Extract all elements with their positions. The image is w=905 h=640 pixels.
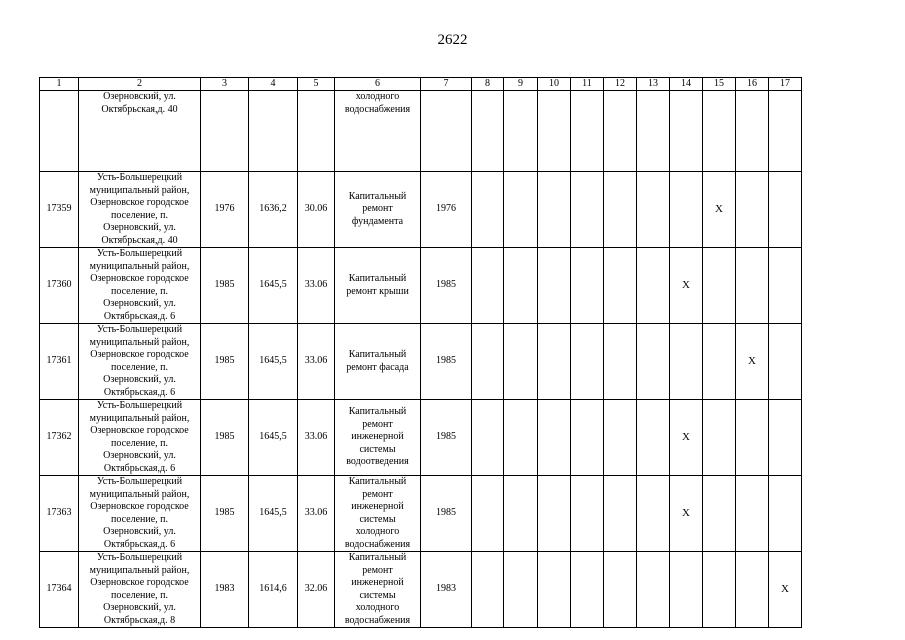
row-id-cell: 17360 — [40, 248, 79, 324]
work-cell: Капитальный ремонт инженерной системы холодного водоснабжения — [335, 476, 421, 552]
area-cell: 1645,5 — [249, 400, 298, 476]
mark-cell — [736, 552, 769, 628]
mark-cell — [670, 91, 703, 172]
mark-cell — [604, 400, 637, 476]
work-cell: Капитальный ремонт инженерной системы холодного водоснабжения — [335, 552, 421, 628]
mark-cell — [538, 324, 571, 400]
mark-cell — [769, 91, 802, 172]
column-number: 15 — [703, 78, 736, 91]
mark-cell — [504, 324, 538, 400]
mark-cell — [571, 172, 604, 248]
mark-cell — [769, 172, 802, 248]
mark-cell — [538, 91, 571, 172]
column-number: 12 — [604, 78, 637, 91]
mark-cell — [571, 91, 604, 172]
mark-cell — [637, 476, 670, 552]
mark-cell — [703, 91, 736, 172]
rate-cell: 33.06 — [298, 248, 335, 324]
year-cell — [201, 91, 249, 172]
mark-cell — [472, 324, 504, 400]
row-id-cell: 17359 — [40, 172, 79, 248]
row-id-cell — [40, 91, 79, 172]
work-cell: Капитальный ремонт инженерной системы водоотведения — [335, 400, 421, 476]
column-number: 9 — [504, 78, 538, 91]
mark-cell — [571, 400, 604, 476]
table-row — [40, 400, 802, 476]
year-cell: 1985 — [201, 476, 249, 552]
row-id-cell: 17363 — [40, 476, 79, 552]
mark-cell — [637, 324, 670, 400]
area-cell: 1636,2 — [249, 172, 298, 248]
work-cell: Капитальный ремонт фундамента — [335, 172, 421, 248]
plan-year-cell: 1983 — [421, 552, 472, 628]
rate-cell: 32.06 — [298, 552, 335, 628]
mark-cell — [504, 248, 538, 324]
mark-cell — [504, 172, 538, 248]
page-number: 2622 — [437, 32, 468, 48]
column-number: 16 — [736, 78, 769, 91]
mark-cell — [736, 400, 769, 476]
row-id-cell: 17362 — [40, 400, 79, 476]
plan-year-cell: 1985 — [421, 400, 472, 476]
table-row — [40, 476, 802, 552]
table-row — [40, 324, 802, 400]
area-cell: 1645,5 — [249, 476, 298, 552]
mark-cell: X — [670, 400, 703, 476]
mark-cell — [504, 91, 538, 172]
mark-cell — [769, 400, 802, 476]
mark-cell — [604, 248, 637, 324]
column-number: 11 — [571, 78, 604, 91]
mark-cell — [769, 248, 802, 324]
mark-cell — [571, 324, 604, 400]
row-id-cell: 17361 — [40, 324, 79, 400]
mark-cell — [538, 172, 571, 248]
mark-cell: X — [670, 476, 703, 552]
row-id-cell: 17364 — [40, 552, 79, 628]
work-cell: Капитальный ремонт крыши — [335, 248, 421, 324]
area-cell — [249, 91, 298, 172]
mark-cell — [472, 400, 504, 476]
column-number: 7 — [421, 78, 472, 91]
mark-cell — [769, 476, 802, 552]
mark-cell — [637, 552, 670, 628]
rate-cell: 33.06 — [298, 400, 335, 476]
plan-year-cell — [421, 91, 472, 172]
table-row — [40, 552, 802, 628]
rate-cell — [298, 91, 335, 172]
mark-cell — [637, 248, 670, 324]
rate-cell: 33.06 — [298, 476, 335, 552]
column-number: 8 — [472, 78, 504, 91]
mark-cell: X — [703, 172, 736, 248]
area-cell: 1614,6 — [249, 552, 298, 628]
mark-cell — [703, 324, 736, 400]
mark-cell — [670, 552, 703, 628]
mark-cell: X — [769, 552, 802, 628]
mark-cell — [472, 172, 504, 248]
continuation-row — [40, 91, 802, 172]
mark-cell — [472, 248, 504, 324]
year-cell: 1976 — [201, 172, 249, 248]
column-number: 5 — [298, 78, 335, 91]
mark-cell — [637, 172, 670, 248]
mark-cell — [604, 91, 637, 172]
rate-cell: 30.06 — [298, 172, 335, 248]
mark-cell — [504, 400, 538, 476]
area-cell: 1645,5 — [249, 324, 298, 400]
column-number: 1 — [40, 78, 79, 91]
mark-cell — [736, 476, 769, 552]
mark-cell — [703, 248, 736, 324]
mark-cell — [769, 324, 802, 400]
mark-cell: X — [736, 324, 769, 400]
year-cell: 1985 — [201, 248, 249, 324]
register-rows — [40, 91, 802, 628]
mark-cell — [736, 172, 769, 248]
mark-cell — [472, 552, 504, 628]
address-cell: Усть-Большерецкий муниципальный район, Озерновское городское поселение, п. Озерновский, ул. Октябрьская,д. 6 — [79, 248, 201, 324]
mark-cell — [504, 552, 538, 628]
mark-cell — [703, 400, 736, 476]
address-cell: Усть-Большерецкий муниципальный район, Озерновское городское поселение, п. Озерновский, ул. Октябрьская,д. 6 — [79, 324, 201, 400]
address-cell: Усть-Большерецкий муниципальный район, Озерновское городское поселение, п. Озерновский, ул. Октябрьская,д. 6 — [79, 400, 201, 476]
mark-cell — [637, 91, 670, 172]
plan-year-cell: 1976 — [421, 172, 472, 248]
table-row — [40, 248, 802, 324]
column-number: 17 — [769, 78, 802, 91]
mark-cell — [538, 476, 571, 552]
column-number: 13 — [637, 78, 670, 91]
mark-cell — [571, 552, 604, 628]
table-row — [40, 172, 802, 248]
mark-cell — [736, 91, 769, 172]
mark-cell — [472, 476, 504, 552]
mark-cell — [472, 91, 504, 172]
mark-cell — [604, 324, 637, 400]
column-number: 3 — [201, 78, 249, 91]
mark-cell — [571, 476, 604, 552]
column-number: 10 — [538, 78, 571, 91]
mark-cell — [670, 172, 703, 248]
area-cell: 1645,5 — [249, 248, 298, 324]
work-cell: холодного водоснабжения — [335, 91, 421, 172]
register-table — [39, 77, 802, 628]
address-cell: Усть-Большерецкий муниципальный район, Озерновское городское поселение, п. Озерновский, ул. Октябрьская,д. 6 — [79, 476, 201, 552]
year-cell: 1985 — [201, 400, 249, 476]
year-cell: 1985 — [201, 324, 249, 400]
column-number: 2 — [79, 78, 201, 91]
mark-cell — [571, 248, 604, 324]
mark-cell — [604, 476, 637, 552]
address-cell: Озерновский, ул. Октябрьская,д. 40 — [79, 91, 201, 172]
mark-cell — [538, 400, 571, 476]
work-cell: Капитальный ремонт фасада — [335, 324, 421, 400]
plan-year-cell: 1985 — [421, 248, 472, 324]
column-number: 4 — [249, 78, 298, 91]
column-number-row — [40, 78, 802, 91]
mark-cell — [670, 324, 703, 400]
mark-cell — [538, 552, 571, 628]
mark-cell: X — [670, 248, 703, 324]
mark-cell — [504, 476, 538, 552]
plan-year-cell: 1985 — [421, 324, 472, 400]
year-cell: 1983 — [201, 552, 249, 628]
mark-cell — [736, 248, 769, 324]
plan-year-cell: 1985 — [421, 476, 472, 552]
address-cell: Усть-Большерецкий муниципальный район, Озерновское городское поселение, п. Озерновский, ул. Октябрьская,д. 8 — [79, 552, 201, 628]
rate-cell: 33.06 — [298, 324, 335, 400]
mark-cell — [538, 248, 571, 324]
mark-cell — [604, 172, 637, 248]
address-cell: Усть-Большерецкий муниципальный район, Озерновское городское поселение, п. Озерновский, ул. Октябрьская,д. 40 — [79, 172, 201, 248]
mark-cell — [703, 552, 736, 628]
mark-cell — [637, 400, 670, 476]
mark-cell — [703, 476, 736, 552]
mark-cell — [604, 552, 637, 628]
column-number: 14 — [670, 78, 703, 91]
column-number: 6 — [335, 78, 421, 91]
